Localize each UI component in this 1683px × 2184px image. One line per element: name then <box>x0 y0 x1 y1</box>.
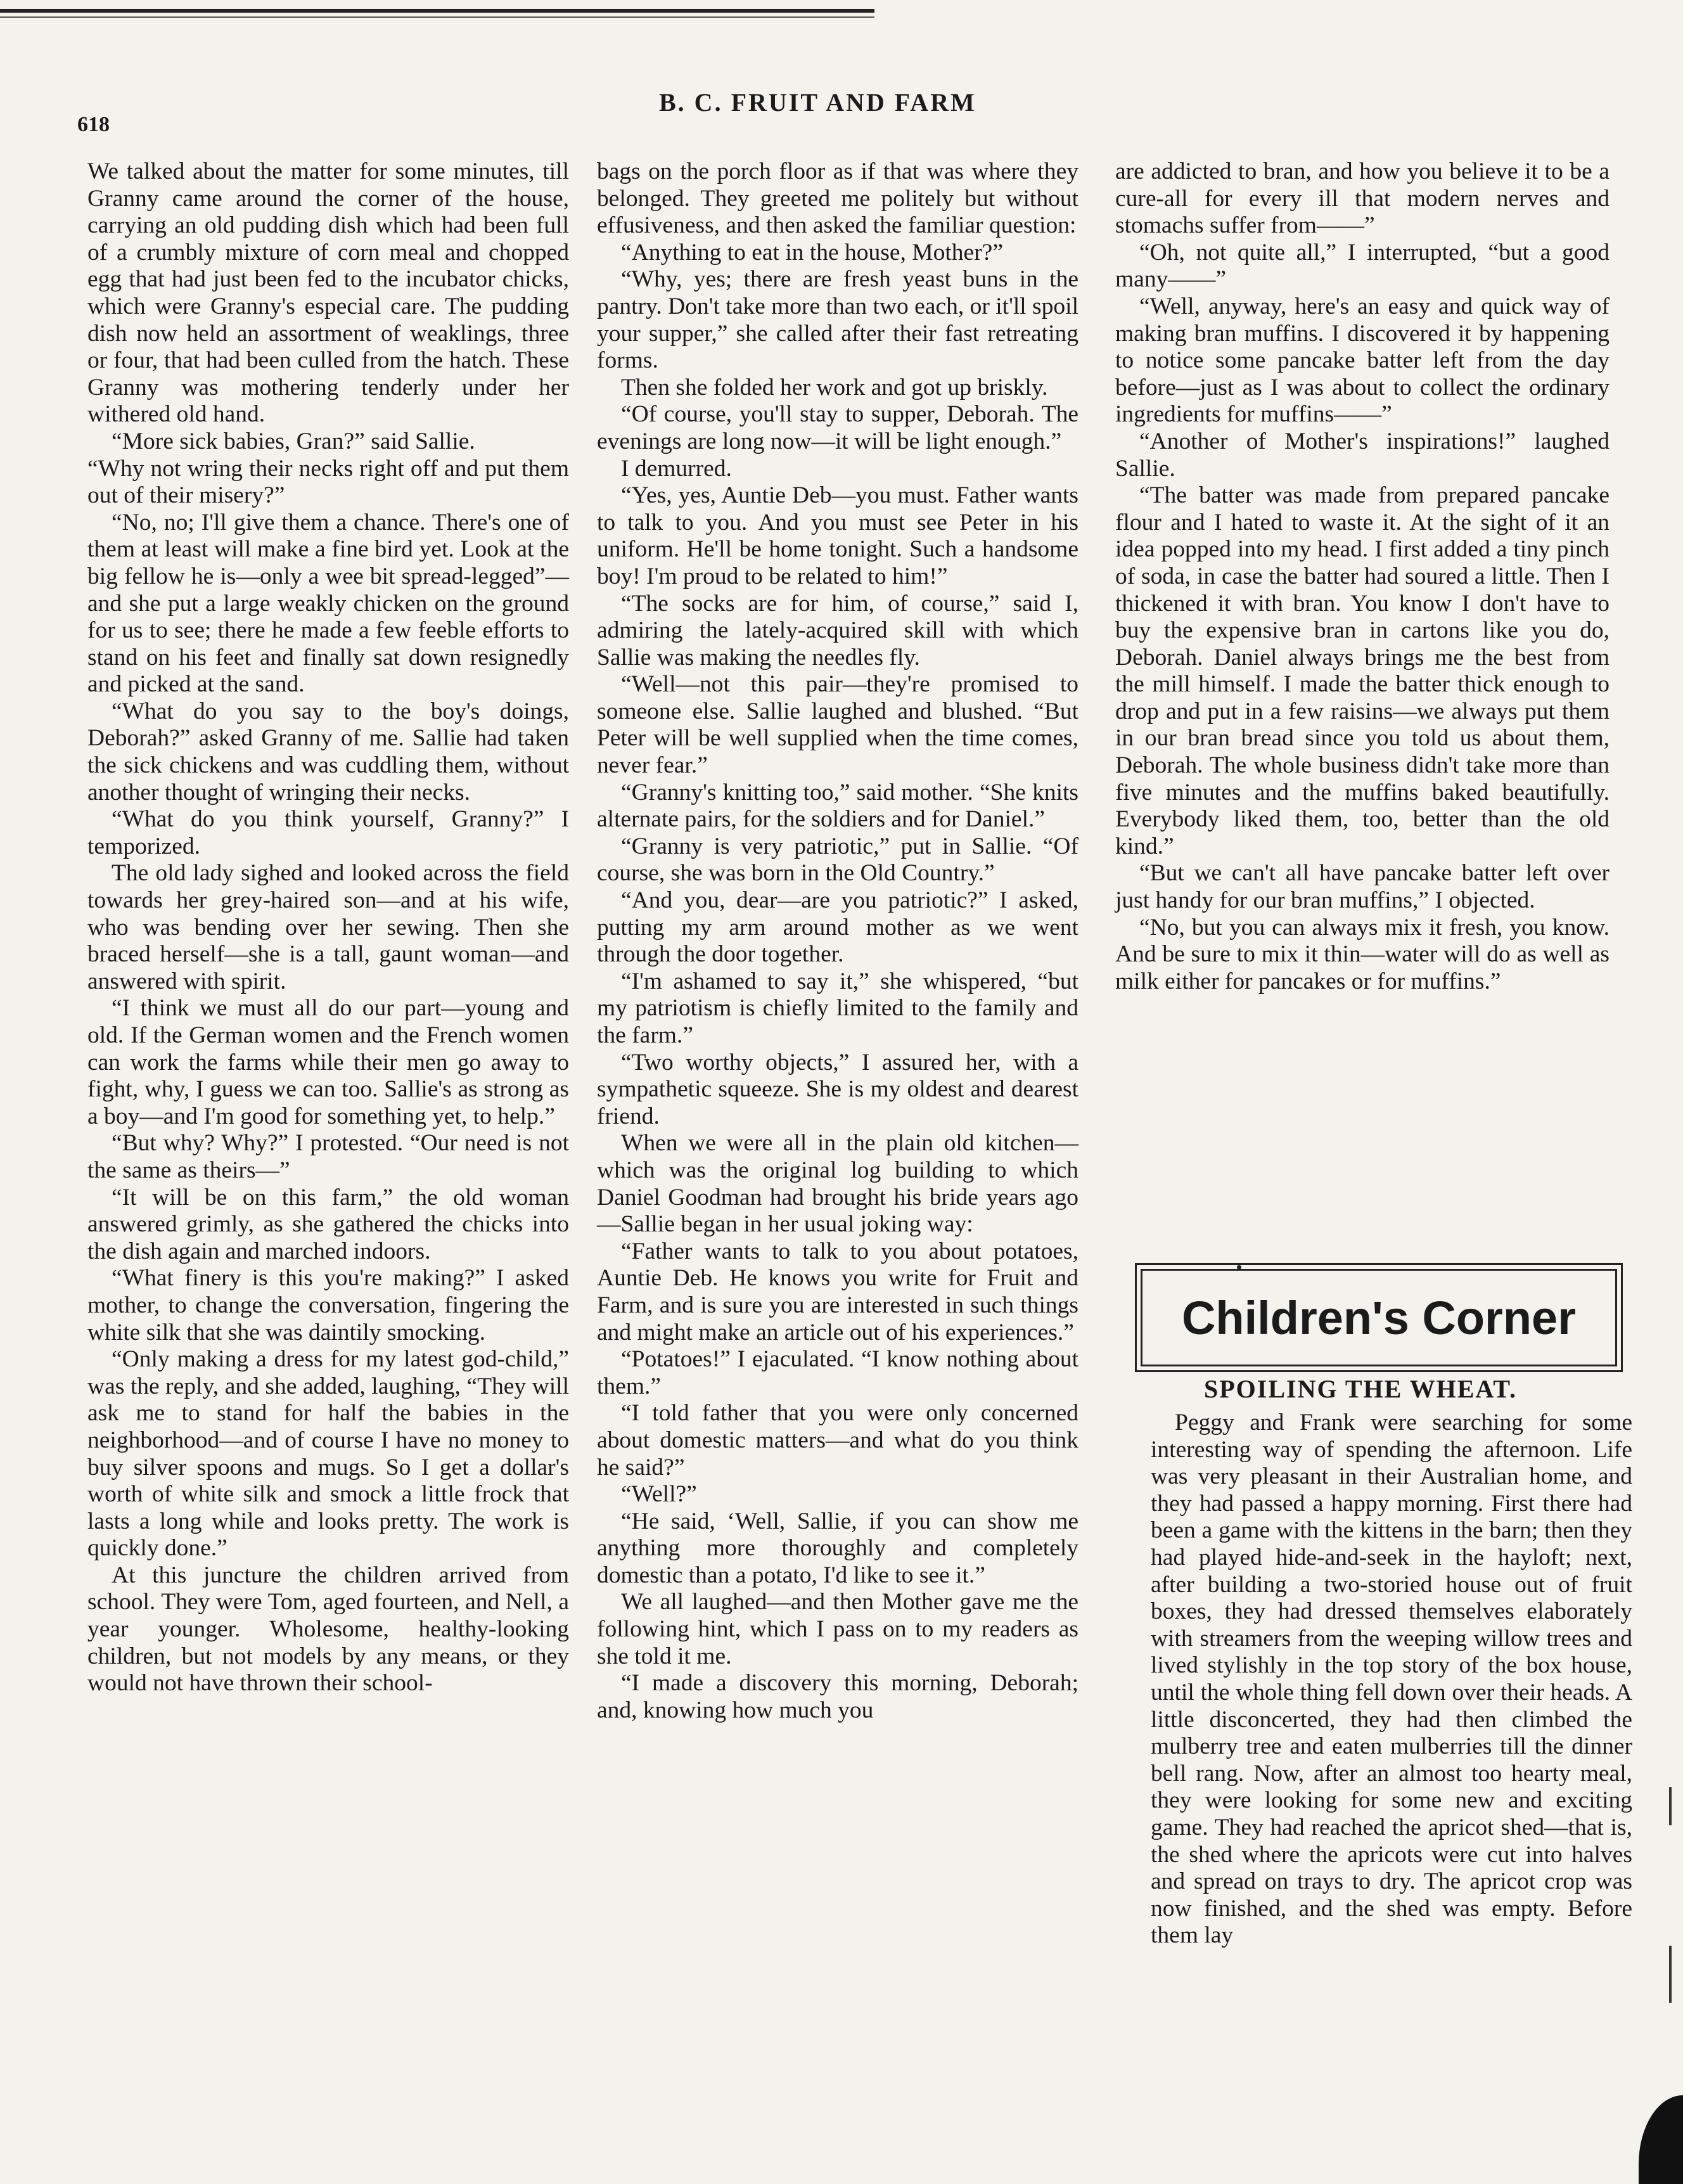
paragraph: bags on the porch floor as if that was where they belonged. They greeted me politely but without effusiveness, and then asked the familiar question: <box>597 158 1078 239</box>
page-number: 618 <box>77 113 110 136</box>
paragraph: “Well, anyway, here's an easy and quick way of making bran muffins. I discovered it by happening to notice some pancake batter left from the day before—just as I was about to collect the ordinary ingredients for muffins——” <box>1115 293 1609 428</box>
paragraph: “Oh, not quite all,” I interrupted, “but a good many——” <box>1115 239 1609 293</box>
paragraph: “Potatoes!” I ejaculated. “I know nothing about them.” <box>597 1346 1078 1399</box>
paragraph: We all laughed—and then Mother gave me the following hint, which I pass on to my readers as she told it me. <box>597 1589 1078 1669</box>
paragraph: “Of course, you'll stay to supper, Deborah. The evenings are long now—it will be light enough.” <box>597 401 1078 454</box>
scan-edge-mark <box>1669 1946 1672 2003</box>
column-2 <box>597 158 1078 1724</box>
paragraph: “I told father that you were only concerned about domestic matters—and what do you think he said?” <box>597 1400 1078 1481</box>
paragraph: “No, but you can always mix it fresh, you know. And be sure to mix it thin—water will do as well as milk either for pancakes or for muffins.” <box>1115 914 1609 994</box>
running-head: B. C. FRUIT AND FARM <box>659 88 976 117</box>
paragraph: are addicted to bran, and how you believe it to be a cure-all for every ill that modern nerves and stomachs suffer from——” <box>1115 158 1609 239</box>
paragraph: “I'm ashamed to say it,” she whispered, “but my patriotism is chiefly limited to the family and the farm.” <box>597 968 1078 1048</box>
childrens-corner-story <box>1151 1410 1632 1950</box>
paragraph: “Why not wring their necks right off and put them out of their misery?” <box>87 455 569 509</box>
paragraph: “Why, yes; there are fresh yeast buns in the pantry. Don't take more than two each, or it'll spoil your supper,” she called after their fast retreating forms. <box>597 266 1078 374</box>
column-3 <box>1115 158 1609 995</box>
paragraph: “But why? Why?” I protested. “Our need is not the same as theirs—” <box>87 1130 569 1183</box>
paragraph: “Granny is very patriotic,” put in Sallie. “Of course, she was born in the Old Country.” <box>597 833 1078 887</box>
paragraph: “I think we must all do our part—young and old. If the German women and the French women can work the farms while their men go away to fight, why, I guess we can too. Sallie's as strong as a boy—and I'm good for something yet, to help.” <box>87 995 569 1129</box>
paragraph: “Granny's knitting too,” said mother. “She knits alternate pairs, for the soldiers and for Daniel.” <box>597 779 1078 833</box>
paragraph: “More sick babies, Gran?” said Sallie. <box>112 428 475 454</box>
paragraph: Then she folded her work and got up briskly. <box>621 374 1048 401</box>
column-1 <box>87 158 569 1697</box>
paragraph: At this juncture the children arrived from school. They were Tom, aged fourteen, and Nell, a year younger. Wholesome, healthy-looking children, but not models by any means, or they would not have thrown their school- <box>87 1562 569 1697</box>
top-border-rule <box>0 9 874 13</box>
paragraph: “He said, ‘Well, Sallie, if you can show me anything more thoroughly and completely domestic than a potato, I'd like to see it.” <box>597 1508 1078 1588</box>
paragraph: “Two worthy objects,” I assured her, with a sympathetic squeeze. She is my oldest and dearest friend. <box>597 1049 1078 1129</box>
paragraph: “Father wants to talk to you about potatoes, Auntie Deb. He knows you write for Fruit and Farm, and is sure you are interested in such things and might make an article out of his experiences.” <box>597 1238 1078 1346</box>
paragraph: “Only making a dress for my latest god-child,” was the reply, and she added, laughing, “They will ask me to stand for half the babies in the neighborhood—and of course I have no money to buy silver spoons and mugs. So I get a dollar's worth of white silk and smock a little frock that lasts a long while and looks pretty. The work is quickly done.” <box>87 1346 569 1562</box>
paragraph: “But we can't all have pancake batter left over just handy for our bran muffins,” I objected. <box>1115 860 1609 914</box>
paragraph: “Well—not this pair—they're promised to someone else. Sallie laughed and blushed. “But Peter will be well supplied when the time comes, never fear.” <box>597 671 1078 779</box>
paragraph: “Well?” <box>621 1481 697 1508</box>
paragraph: “I made a discovery this morning, Deborah; and, knowing how much you <box>597 1670 1078 1723</box>
paragraph: “The socks are for him, of course,” said I, admiring the lately-acquired skill with which Sallie was making the needles fly. <box>597 590 1078 671</box>
paragraph: “No, no; I'll give them a chance. There's one of them at least will make a fine bird yet. Look at the big fellow he is—only a wee bit spread-legged”—and she put a large weakly chicken on the ground for us to see; there he made a few feeble efforts to stand on his feet and finally sat down resignedly and picked at the sand. <box>87 509 569 698</box>
paragraph: “What finery is this you're making?” I asked mother, to change the conversation, fingering the white silk that she was daintily smocking. <box>87 1265 569 1346</box>
section-title-box <box>1141 1269 1617 1366</box>
section-title: Children's Corner <box>1181 1291 1577 1344</box>
paragraph: I demurred. <box>621 455 732 482</box>
paragraph: “What do you say to the boy's doings, Deborah?” asked Granny of me. Sallie had taken the sick chickens and was cuddling them, without another thought of wringing their necks. <box>87 698 569 806</box>
paragraph: “The batter was made from prepared pancake flour and I hated to waste it. At the sight of it an idea popped into my head. I first added a tiny pinch of soda, in case the batter had soured a little. Then I thickened it with bran. You know I don't have to buy the expensive bran in cartons like you do, Deborah. Daniel always brings me the best from the mill himself. I made the batter thick enough to drop and put in a few raisins—we always put them in our bran bread since you told us about them, Deborah. The whole business didn't take more than five minutes and the muffins baked beautifully. Everybody liked them, too, better than the old kind.” <box>1115 482 1609 859</box>
scan-corner-shadow <box>1639 2095 1683 2184</box>
paragraph: “Another of Mother's inspirations!” laughed Sallie. <box>1115 428 1609 482</box>
story-heading: SPOILING THE WHEAT. <box>1204 1375 1518 1403</box>
paragraph: We talked about the matter for some minutes, till Granny came around the corner of the house, carrying an old pudding dish which had been full of a crumbly mixture of corn meal and chopped egg that had just been fed to the incubator chicks, which were Granny's especial care. The pudding dish now held an assortment of weaklings, three or four, that had been culled from the hatch. These Granny was mothering tenderly under her withered old hand. <box>87 158 569 428</box>
paragraph: “What do you think yourself, Granny?” I temporized. <box>87 806 569 859</box>
paragraph: “Yes, yes, Auntie Deb—you must. Father wants to talk to you. And you must see Peter in his uniform. He'll be home tonight. Such a handsome boy! I'm proud to be related to him!” <box>597 482 1078 589</box>
paragraph: The old lady sighed and looked across the field towards her grey-haired son—and at his wife, who was bending over her sewing. Then she braced herself—she is a tall, gaunt woman—and answered with spirit. <box>87 860 569 994</box>
scan-edge-mark <box>1669 1787 1672 1825</box>
top-border-rule-thin <box>0 16 874 18</box>
paragraph: Peggy and Frank were searching for some interesting way of spending the afternoon. Life was very pleasant in their Australian home, and they had passed a happy morning. First there had been a game with the kittens in the barn; then they had played hide-and-seek in the hayloft; next, after building a two-storied house out of fruit boxes, they had dressed themselves elaborately with streamers from the weeping willow trees and lived stylishly in the top story of the box house, until the whole thing fell down over their heads. A little disconcerted, they had then climbed the mulberry tree and eaten mulberries till the dinner bell rang. Now, after an almost too hearty meal, they were looking for some new and exciting game. They had reached the apricot shed—that is, the shed where the apricots were cut into halves and spread on trays to dry. The apricot crop was now finished, and the shed was empty. Before them lay <box>1151 1410 1632 1949</box>
paragraph: “And you, dear—are you patriotic?” I asked, putting my arm around mother as we went through the door together. <box>597 887 1078 968</box>
paragraph: “Anything to eat in the house, Mother?” <box>621 239 1003 266</box>
paragraph: When we were all in the plain old kitchen—which was the original log building to which Daniel Goodman had brought his bride years ago—Sallie began in her usual joking way: <box>597 1130 1078 1238</box>
paragraph: “It will be on this farm,” the old woman answered grimly, as she gathered the chicks into the dish again and marched indoors. <box>87 1184 569 1264</box>
